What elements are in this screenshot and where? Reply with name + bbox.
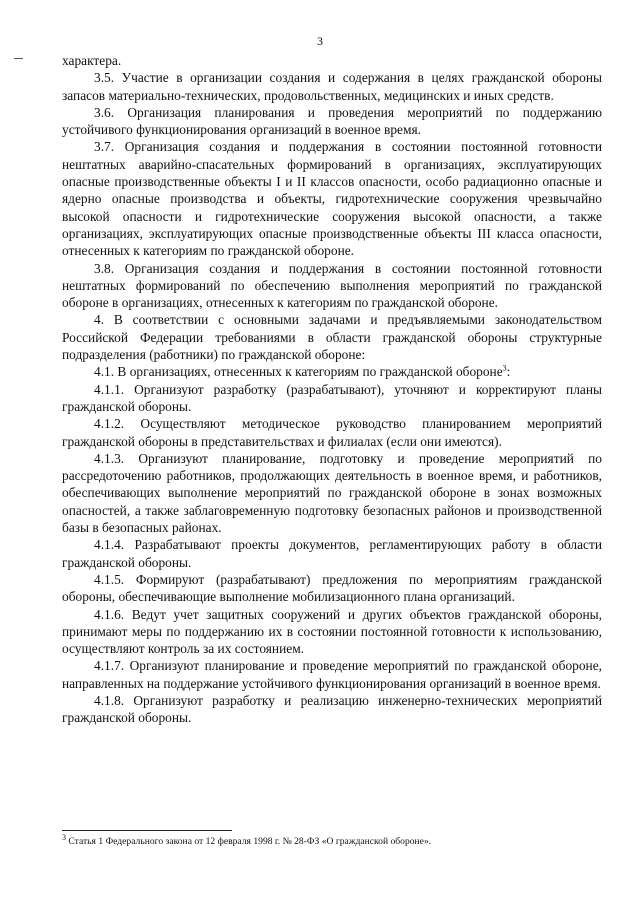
paragraph (62, 692, 602, 727)
footnote-text: Статья 1 Федерального закона от 12 февраля 1998 г. № 28-ФЗ «О гражданской обороне». (66, 836, 432, 847)
paragraph-text: 4.1.4. Разрабатывают проекты документов, регламентирующих работу в области гражданской обороны. (62, 537, 602, 570)
paragraph (62, 104, 602, 139)
paragraph-text: 4.1.3. Организуют планирование, подготовку и проведение мероприятий по рассредоточению работников, продолжающих деятельность в военное время, и работников, обеспечивающих выполнение мероприятий по гражданской обороне в зонах возможных опасностей, а также заблаговременную подготовку безопасных районов и производственной базы в безопасных районах. (62, 450, 602, 536)
paragraph (62, 260, 602, 312)
page-number: 3 (317, 34, 323, 48)
paragraph (62, 571, 602, 606)
paragraph (62, 657, 602, 692)
paragraph-tail: : (506, 364, 511, 380)
document-body (62, 52, 602, 727)
paragraph (62, 363, 602, 380)
paragraph-text: 3.5. Участие в организации создания и содержания в целях гражданской обороны запасов материально-технических, продовольственных, медицинских и иных средств. (62, 70, 602, 103)
paragraph-text: 4.1.6. Ведут учет защитных сооружений и других объектов гражданской обороны, принимают меры по поддержанию их в состоянии постоянной готовности к использованию, осуществляют контроль за их состоянием. (62, 606, 602, 657)
paragraph (62, 415, 602, 450)
paragraph-text: 3.7. Организация создания и поддержания в состоянии постоянной готовности нештатных аварийно-спасательных формирований в организациях, эксплуатирующих опасные производственные объекты I и II классов опасности, особо радиационно опасные и ядерно опасные производства и объекты, гидротехнические сооружения чрезвычайно высокой опасности и гидротехнические сооружения высокой опасности, а также организациях, эксплуатирующих опасные производственные объекты III класса опасности, отнесенных к категориям по гражданской обороне. (62, 139, 602, 259)
paragraph-text: 4. В соответствии с основными задачами и предъявляемыми законодательством Российской Федерации требованиями в области гражданской обороны структурные подразделения (работники) по гражданской обороне: (62, 312, 602, 363)
paragraph (62, 52, 602, 69)
paragraph-text: 4.1.2. Осуществляют методическое руководство планированием мероприятий гражданской обороны в представительствах и филиалах (если они имеются). (62, 416, 602, 449)
footnote-reference: 3 (502, 363, 507, 373)
footnote-marker: 3 (62, 832, 66, 842)
paragraph-text: 4.1.7. Организуют планирование и проведение мероприятий по гражданской обороне, направленных на поддержание устойчивого функционирования организаций в военное время. (62, 658, 602, 691)
paragraph (62, 536, 602, 571)
paragraph (62, 381, 602, 416)
paragraph-text: 4.1. В организациях, отнесенных к категориям по гражданской обороне (94, 364, 503, 380)
paragraph (62, 69, 602, 104)
footnote-divider (62, 830, 232, 831)
footnote (62, 832, 602, 848)
paragraph-text: 4.1.5. Формируют (разрабатывают) предложения по мероприятиям гражданской обороны, обеспечивающие выполнение мобилизационного плана организаций. (62, 571, 602, 605)
paragraph-text: 3.8. Организация создания и поддержания в состоянии постоянной готовности нештатных формирований по обеспечению выполнения мероприятий по гражданской обороне в организациях, отнесенных к категориям по гражданской обороне. (62, 260, 602, 311)
paragraph (62, 138, 602, 259)
paragraph-text: 3.6. Организация планирования и проведения мероприятий по поддержанию устойчивого функционирования организаций в военное время. (62, 104, 602, 138)
paragraph-text: 4.1.8. Организуют разработку и реализацию инженерно-технических мероприятий гражданской обороны. (62, 692, 602, 726)
scan-mark (14, 58, 23, 59)
paragraph-text: характера. (62, 53, 122, 68)
paragraph (62, 606, 602, 658)
paragraph (62, 311, 602, 363)
paragraph-text: 4.1.1. Организуют разработку (разрабатывают), уточняют и корректируют планы гражданской обороны. (62, 381, 602, 414)
paragraph (62, 450, 602, 536)
